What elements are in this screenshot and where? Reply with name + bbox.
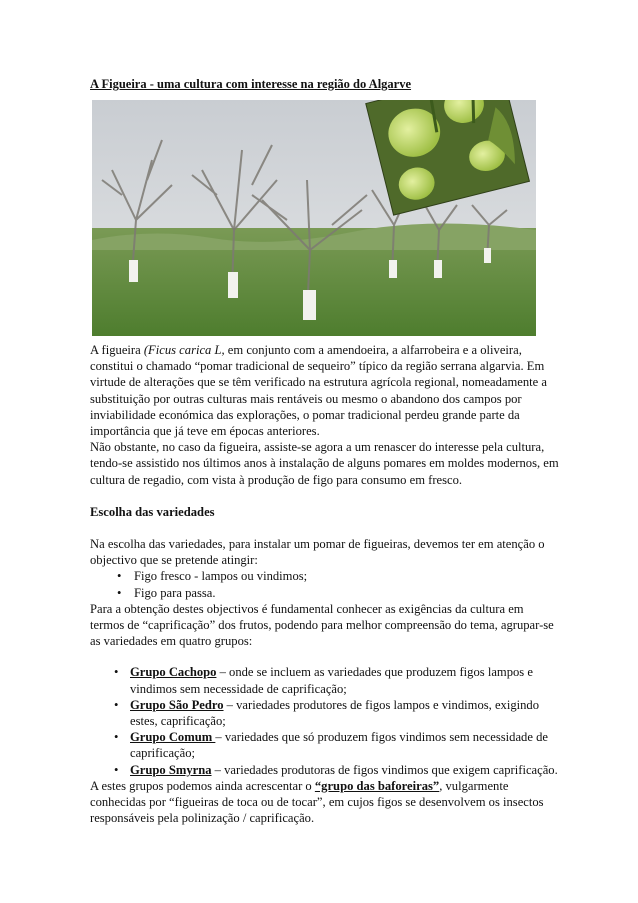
list-item bbox=[90, 585, 560, 601]
section-body bbox=[90, 536, 560, 826]
section-heading: Escolha das variedades bbox=[90, 505, 215, 519]
group-description: – variedades produtoras de figos vindimos que exigem caprificação. bbox=[211, 762, 558, 777]
baforeiras-group: “grupo das baforeiras” bbox=[314, 778, 440, 793]
groups-intro: Para a obtenção destes objectivos é fundamental conhecer as exigências da cultura em termos de “caprificação” dos frutos, podendo para melhor compreensão do tema, agrupar-se as variedades em quatro grupos: bbox=[90, 601, 554, 649]
bullet: • bbox=[114, 697, 119, 712]
scientific-name: (Ficus carica L, bbox=[143, 343, 225, 357]
group-description: – variedades produtores de figos lampos e vindimos, exigindo estes, caprificação; bbox=[130, 697, 540, 729]
group-description: – onde se incluem as variedades que produzem figos lampos e vindimos sem necessidade de caprificação; bbox=[130, 665, 533, 696]
intro-paragraph bbox=[90, 342, 560, 439]
group-description: – variedades que só produzem figos vindimos sem necessidade de caprificação; bbox=[130, 730, 548, 761]
objective-intro: Na escolha das variedades, para instalar um pomar de figueiras, devemos ter em atenção o objectivo que se pretende atingir: bbox=[90, 537, 545, 568]
bullet: • bbox=[114, 730, 119, 745]
group-item bbox=[90, 729, 560, 761]
bullet: • bbox=[117, 569, 122, 584]
group-item bbox=[90, 697, 560, 729]
closing-rest: , vulgarmente conhecidas por “figueiras de toca ou de tocar”, em cujos figos se desenvolvem os insectos responsáveis pela polinização / caprificação. bbox=[90, 778, 544, 826]
bullet: • bbox=[117, 585, 122, 600]
closing-lead: A estes grupos podemos ainda acrescentar o bbox=[90, 778, 315, 793]
closing-paragraph bbox=[90, 778, 560, 827]
document-title: A Figueira - uma cultura com interesse na região do Algarve bbox=[90, 77, 412, 91]
list-item-text: Figo fresco - lampos ou vindimos; bbox=[134, 569, 308, 584]
objectives-list bbox=[90, 568, 560, 600]
intro-lead: A figueira bbox=[90, 343, 144, 357]
group-name: Grupo Smyrna bbox=[130, 762, 212, 777]
group-item bbox=[90, 762, 560, 778]
bullet: • bbox=[114, 762, 119, 777]
intro-text bbox=[90, 342, 560, 488]
groups-list bbox=[90, 664, 560, 777]
list-item bbox=[90, 568, 560, 584]
intro-second-paragraph: Não obstante, no caso da figueira, assiste-se agora a um renascer do interesse pela cultura, tendo-se assistido nos últimos anos à instalação de alguns pomares em moldes modernos, em cultura de regadio, com vista à produção de figo para consumo em fresco. bbox=[90, 440, 559, 487]
group-item bbox=[90, 664, 560, 696]
fig-orchard-photo bbox=[92, 100, 536, 336]
intro-rest: em conjunto com a amendoeira, a alfarrobeira e a oliveira, constitui o chamado “pomar tradicional de sequeiro” típico da região serrana algarvia. Em virtude de alterações que se têm verificado na estrutura agrícola regional, nomeadamente a substituição por outras culturas mais rentáveis ou mesmo o abandono dos campos por inviabilidade económica das explorações, o pomar tradicional perdeu grande parte da importância que já teve em épocas anteriores. bbox=[90, 343, 548, 439]
bullet: • bbox=[114, 665, 119, 680]
list-item-text: Figo para passa. bbox=[134, 585, 216, 600]
group-name: Grupo Cachopo bbox=[130, 665, 217, 680]
group-name: Grupo Comum bbox=[130, 730, 216, 745]
group-name: Grupo São Pedro bbox=[130, 697, 224, 712]
